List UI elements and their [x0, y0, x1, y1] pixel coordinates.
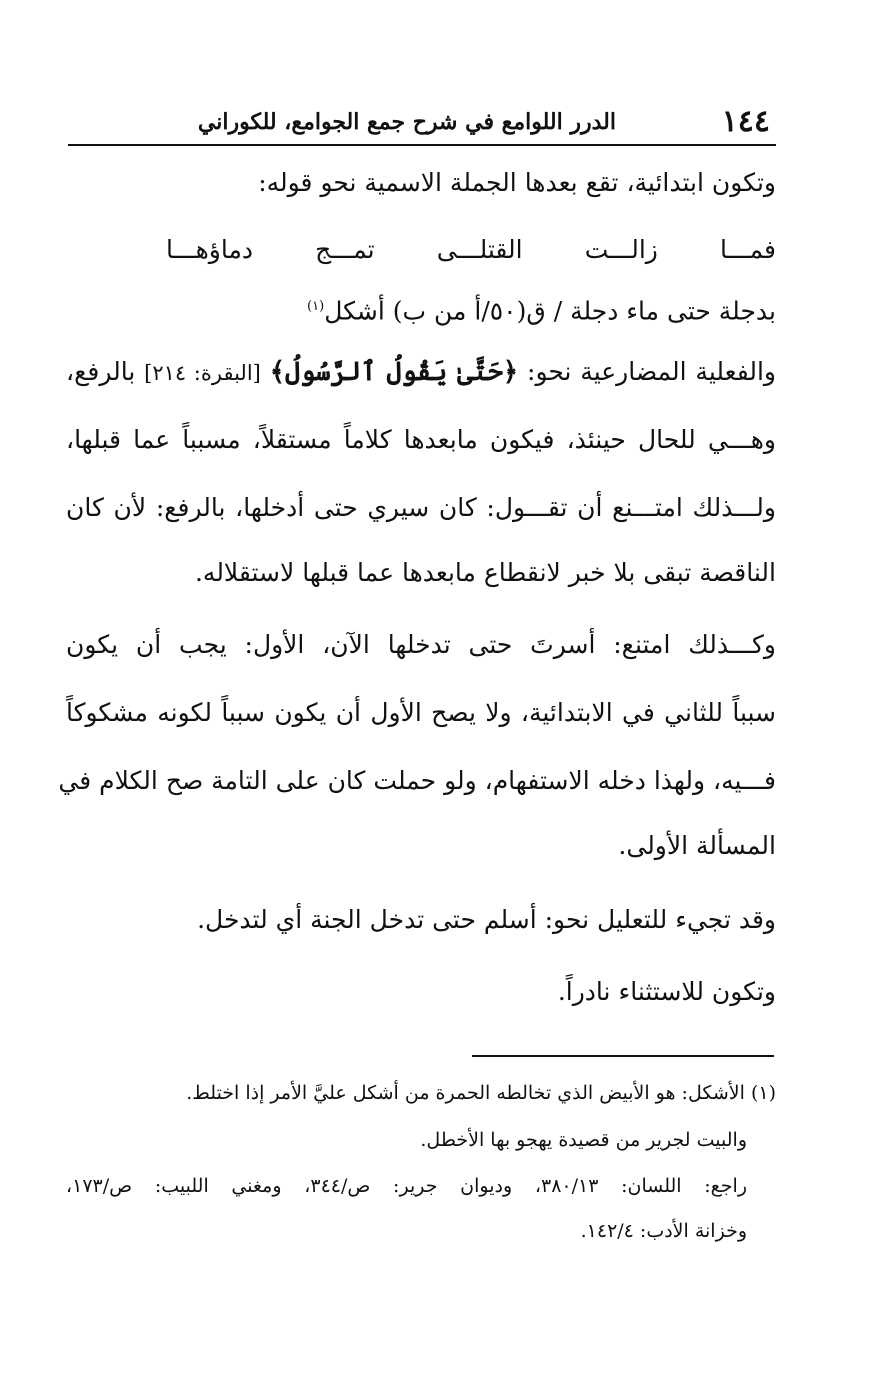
paragraph-line: وتكون للاستثناء نادراً. [557, 977, 776, 1006]
paragraph-line: ولـــذلك امتـــنع أن تقـــول: كان سيري حتى أدخلها، بالرفع: لأن كان [66, 493, 776, 522]
footnote-line: والبيت لجرير من قصيدة يهجو بها الأخطل. [420, 1129, 747, 1151]
paragraph-line: وكـــذلك امتنع: أسرتَ حتى تدخلها الآن، الأول: يجب أن يكون [66, 630, 776, 659]
footnote-marker: (١) [307, 299, 325, 314]
verse-second-text: بدجلة حتى ماء دجلة / ق(٥٠/أ من ب) أشكل [324, 296, 776, 326]
footnote-number: (١) [750, 1082, 776, 1104]
quran-quote: ﴿حَتَّىٰ يَقُولُ ٱلرَّسُولُ﴾ [269, 357, 519, 387]
paragraph-line: وتكون ابتدائية، تقع بعدها الجملة الاسمية نحو قوله: [258, 168, 776, 197]
paragraph-line: المسألة الأولى. [618, 831, 776, 860]
paragraph-line: فـــيه، ولهذا دخله الاستفهام، ولو حملت كان على التامة صح الكلام في [58, 766, 776, 795]
paragraph-line: الناقصة تبقى بلا خبر لانقطاع مابعدها عما قبلها لاستقلاله. [194, 558, 776, 587]
footnote-separator [472, 1055, 774, 1057]
page-header [68, 100, 776, 146]
paragraph-line: وهـــي للحال حينئذ، فيكون مابعدها كلاماً مستقلاً، مسبباً عما قبلها، [66, 425, 776, 454]
running-title: الدرر اللوامع في شرح جمع الجوامع، للكوراني [197, 109, 616, 135]
text-segment: بالرفع، [66, 357, 136, 386]
footnote-text: الأشكل: هو الأبيض الذي تخالطه الحمرة من أشكل عليَّ الأمر إذا اختلط. [186, 1082, 745, 1104]
paragraph-line: وقد تجيء للتعليل نحو: أسلم حتى تدخل الجنة أي لتدخل. [197, 905, 776, 934]
verse-first-hemistich: فمـــا زالـــت القتلـــى تمـــج دماؤهـــا [166, 235, 776, 264]
footnote-line: راجع: اللسان: ٣٨٠/١٣، وديوان جرير: ص/٣٤٤، ومغني اللبيب: ص/١٧٣، [66, 1175, 747, 1197]
paragraph-line [66, 352, 776, 393]
footnote-line [186, 1077, 776, 1109]
footnote-line: وخزانة الأدب: ١٤٢/٤. [580, 1220, 747, 1242]
page-number: ١٤٤ [721, 104, 770, 139]
paragraph-line: سبباً للثاني في الابتدائية، ولا يصح الأول أن يكون سبباً لكونه مشكوكاً [66, 698, 776, 727]
quran-reference: [البقرة: ٢١٤] [144, 361, 261, 385]
verse-second-hemistich [307, 287, 776, 331]
text-segment: والفعلية المضارعية نحو: [527, 357, 776, 386]
